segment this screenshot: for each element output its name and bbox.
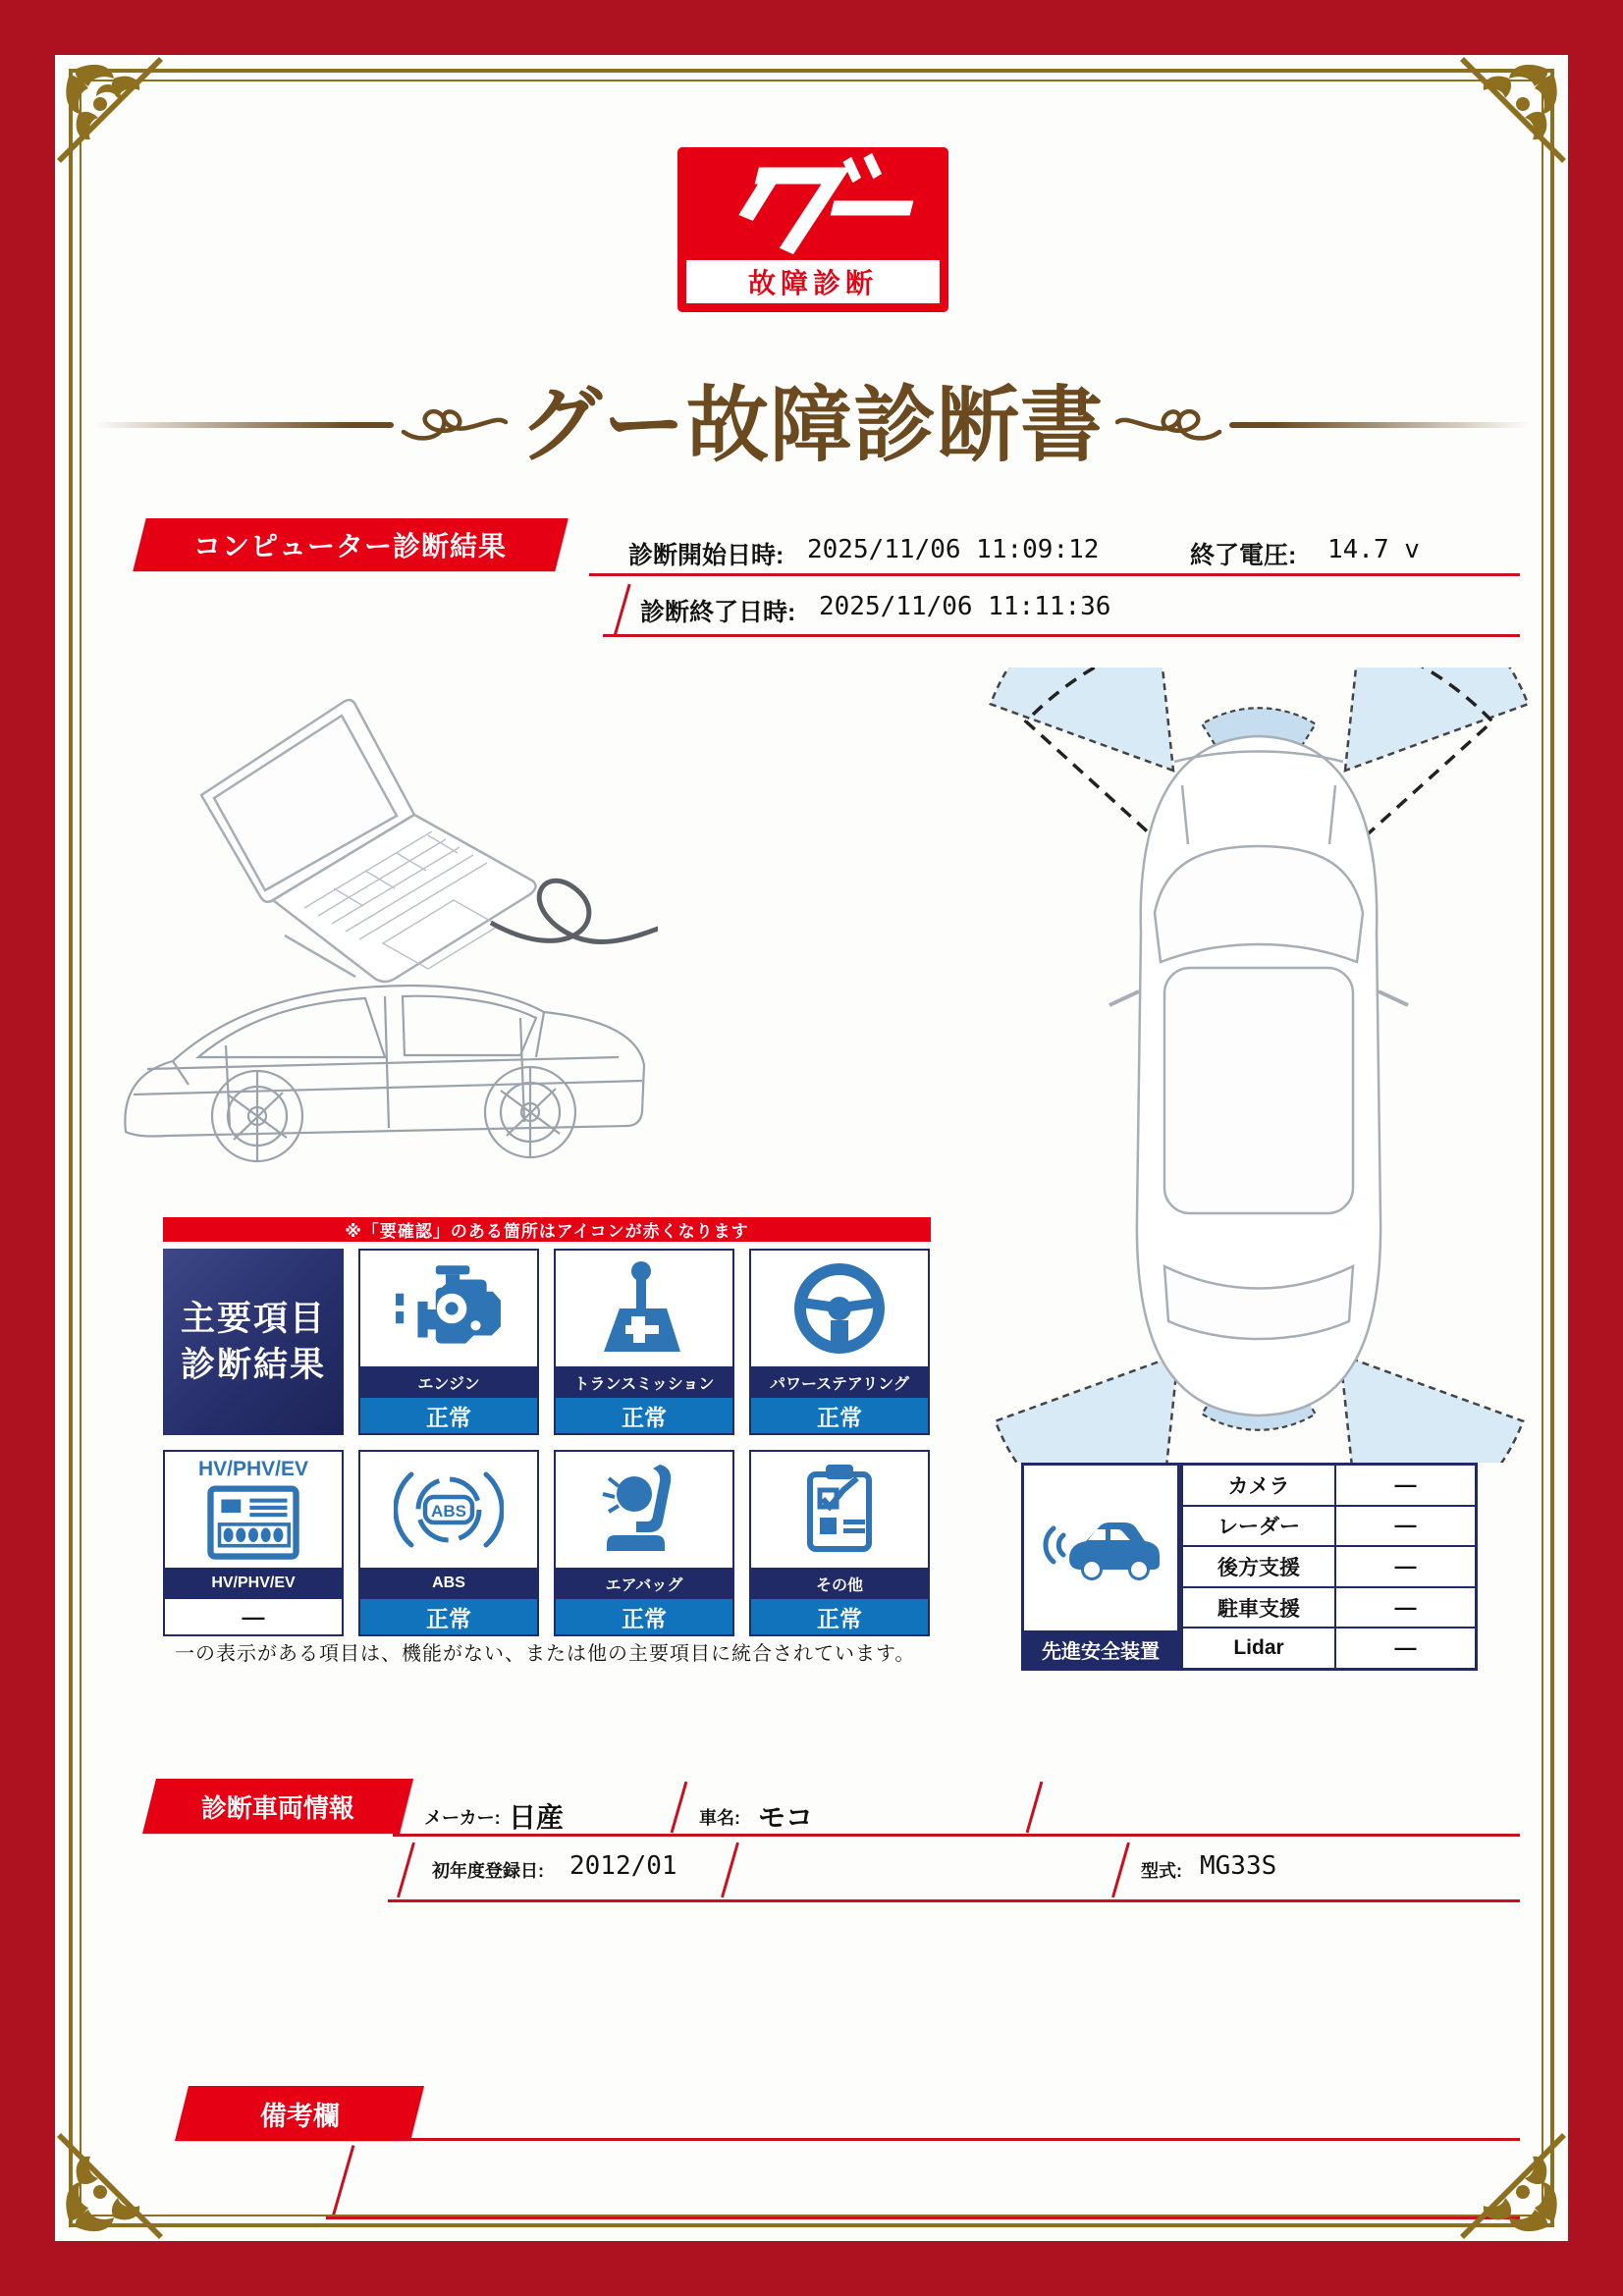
power-steering-icon (784, 1259, 894, 1358)
model-code-label: 型式: (1141, 1861, 1182, 1881)
diag-start-label: 診断開始日時: (628, 542, 784, 569)
diag-voltage-label: 終了電圧: (1190, 542, 1297, 569)
field-divider-slash (1111, 1842, 1130, 1898)
tile-label: その他 (751, 1568, 928, 1599)
grid-header-tile (163, 1249, 344, 1435)
title-flourish-left-icon (400, 402, 508, 448)
safety-row-name: カメラ (1183, 1466, 1336, 1505)
corner-ornament-icon (1450, 2123, 1568, 2241)
tile-label: トランスミッション (556, 1366, 732, 1398)
grid-header-text: 主要項目 診断結果 (180, 1299, 326, 1384)
safety-row-value: — (1394, 1553, 1417, 1578)
safety-row-name: Lidar (1183, 1629, 1336, 1668)
goo-logo (677, 147, 948, 312)
tile-label: エアバッグ (556, 1568, 732, 1599)
notice-banner-text: ※「要確認」のある箇所はアイコンが赤くなります (345, 1222, 749, 1241)
diag-row-divider-slash (613, 584, 630, 638)
remarks-left-slash (332, 2145, 354, 2217)
safety-row-name: 駐車支援 (1183, 1588, 1336, 1628)
tile-status: 正常 (360, 1599, 537, 1634)
tile-power-steering (749, 1249, 930, 1435)
hv-phv-ev-icon (198, 1485, 308, 1562)
tile-status: 正常 (751, 1398, 928, 1433)
first-registration-value: 2012/01 (569, 1851, 677, 1881)
vehicle-info-tag (142, 1779, 413, 1834)
title-flourish-right-icon (1115, 402, 1223, 448)
tile-status: — (165, 1599, 342, 1634)
safety-tile-label: 先進安全装置 (1024, 1630, 1177, 1668)
tile-airbag (554, 1450, 734, 1636)
tile-engine (358, 1249, 539, 1435)
grid-footnote: 一の表示がある項目は、機能がない、または他の主要項目に統合されています。 (175, 1643, 916, 1665)
diag-end-value: 2025/11/06 11:11:36 (819, 592, 1111, 621)
tile-label: HV/PHV/EV (165, 1568, 342, 1599)
car-name-label: 車名: (699, 1808, 740, 1828)
corner-ornament-icon (1450, 55, 1568, 173)
maker-label: メーカー: (424, 1808, 501, 1828)
page-title: グー故障診断書 (519, 379, 1105, 471)
svg-text:ABS: ABS (431, 1502, 466, 1521)
remarks-line-1 (401, 2138, 1520, 2141)
field-divider-slash (721, 1842, 739, 1898)
goo-logo-glyph-icon (677, 149, 948, 263)
vehicle-info-tag-label: 診断車両情報 (200, 1792, 354, 1823)
vehicle-row1-underline (393, 1834, 1520, 1837)
diag-row1-underline (589, 573, 1520, 576)
model-code-value: MG33S (1200, 1851, 1277, 1881)
safety-row-value: — (1394, 1471, 1417, 1497)
remarks-line-2 (326, 2216, 1520, 2219)
hv-icon-text: HV/PHV/EV (197, 1458, 309, 1480)
safety-row-value: — (1394, 1513, 1417, 1538)
tile-status: 正常 (751, 1599, 928, 1634)
title-rule-right (1229, 422, 1530, 428)
field-divider-slash (671, 1782, 688, 1834)
engine-icon (394, 1259, 504, 1358)
table-row (1183, 1547, 1475, 1588)
safety-device-table (1180, 1463, 1478, 1671)
airbag-icon (589, 1461, 699, 1559)
computer-diagnosis-tag-label: コンピューター診断結果 (193, 531, 508, 561)
first-registration-label: 初年度登録日: (432, 1861, 544, 1881)
safety-car-icon (1038, 1494, 1163, 1602)
maker-value: 日産 (509, 1802, 565, 1833)
safety-row-value: — (1394, 1594, 1417, 1620)
logo-band-text: 故障診断 (747, 268, 878, 298)
safety-row-value: — (1394, 1635, 1417, 1661)
diag-voltage-value: 14.7 v (1327, 535, 1420, 564)
logo-band (686, 260, 940, 303)
remarks-tag (175, 2086, 424, 2141)
title-row (93, 361, 1530, 489)
sensor-coverage-illustration (972, 667, 1546, 1463)
title-rule-left (93, 422, 394, 428)
field-divider-slash (397, 1842, 415, 1898)
table-row (1183, 1507, 1475, 1548)
tile-label: ABS (360, 1568, 537, 1599)
tile-other (749, 1450, 930, 1636)
car-name-value: モコ (758, 1802, 814, 1833)
table-row (1183, 1629, 1475, 1668)
table-row (1183, 1466, 1475, 1507)
diag-start-value: 2025/11/06 11:09:12 (807, 535, 1100, 564)
tile-status: 正常 (556, 1398, 732, 1433)
transmission-icon (589, 1259, 699, 1358)
other-clipboard-icon (784, 1461, 894, 1559)
tile-label: パワーステアリング (751, 1366, 928, 1398)
table-row (1183, 1588, 1475, 1629)
field-divider-slash (1026, 1782, 1044, 1834)
corner-ornament-icon (55, 55, 173, 173)
diagnostic-grid (163, 1249, 931, 1636)
tile-abs (358, 1450, 539, 1636)
abs-icon (394, 1461, 504, 1559)
safety-row-name: 後方支援 (1183, 1547, 1336, 1586)
remarks-tag-label: 備考欄 (259, 2101, 340, 2131)
diag-end-label: 診断終了日時: (640, 599, 796, 626)
safety-device-tile (1021, 1463, 1180, 1671)
tile-status: 正常 (556, 1599, 732, 1634)
safety-row-name: レーダー (1183, 1507, 1336, 1546)
tile-label: エンジン (360, 1366, 537, 1398)
laptop-car-illustration (108, 672, 658, 1188)
corner-ornament-icon (55, 2123, 173, 2241)
tile-transmission (554, 1249, 734, 1435)
computer-diagnosis-tag (133, 518, 568, 571)
diag-row2-underline (603, 634, 1520, 637)
vehicle-row2-underline (388, 1899, 1520, 1902)
notice-banner (163, 1217, 931, 1242)
tile-hv-phv-ev (163, 1450, 344, 1636)
tile-status: 正常 (360, 1398, 537, 1433)
